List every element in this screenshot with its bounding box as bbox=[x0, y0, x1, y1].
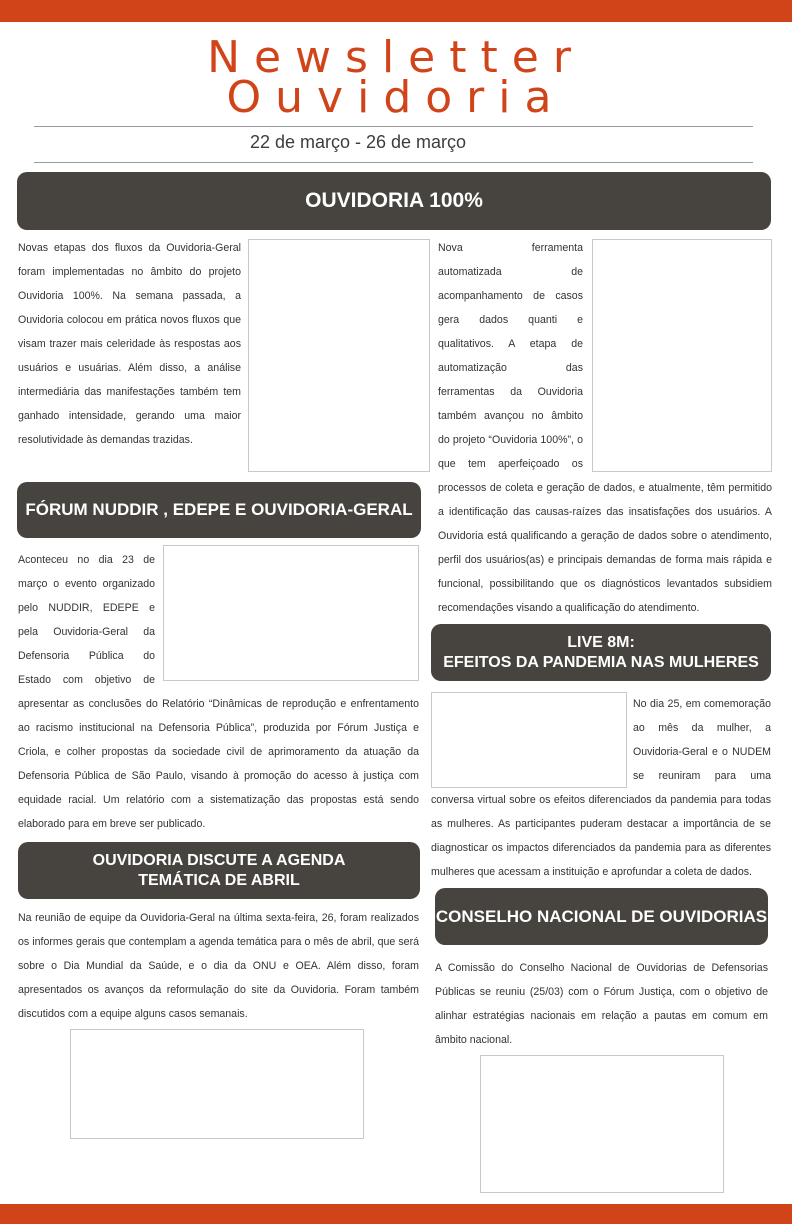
article-text-conselho bbox=[435, 956, 768, 1052]
section-header-ouvidoria-100 bbox=[17, 172, 771, 230]
section-header-live-8m bbox=[431, 624, 771, 681]
section-header-forum bbox=[17, 482, 421, 538]
image-placeholder bbox=[592, 239, 772, 472]
article-paragraph: Aconteceu no dia 23 de março o evento organizado pelo NUDDIR, EDEPE e pela Ouvidoria-Geral da Defensoria Pública do Estado com objetivo de apresentar as conclusões do Relatório “Dinâmicas de reprodução e enfrentamento ao racismo institucional na Defensoria Pública”, produzida por Fórum Justiça e Criola, e colher propostas da sociedade civil de aprimoramento da atuação da Defensoria Pública de São Paulo, visando à promoção do acesso à justiça com equidade racial. Um relatório com a sistematização das propostas está sendo elaborado para em breve ser publicado. bbox=[18, 554, 419, 830]
section-title-line-1: OUVIDORIA DISCUTE A AGENDA bbox=[92, 851, 346, 869]
article-paragraph: Novas etapas dos fluxos da Ouvidoria-Geral foram implementadas no âmbito do projeto Ouvidoria 100%. Na semana passada, a Ouvidoria colocou em prática novos fluxos que visam trazer mais celeridade às respostas aos usuários e usuárias. Além disso, a análise intermediária das manifestações também tem ganhado intensidade, gerando uma maior resolutividade às demandas trazidas. bbox=[18, 242, 241, 446]
image-placeholder bbox=[163, 545, 419, 681]
section-header-agenda bbox=[18, 842, 420, 899]
divider-bottom bbox=[34, 162, 753, 163]
article-text-agenda bbox=[18, 906, 419, 1026]
divider-top bbox=[34, 126, 753, 127]
title-line-1: Newsletter bbox=[207, 32, 585, 83]
section-title-line-2: EFEITOS DA PANDEMIA NAS MULHERES bbox=[443, 653, 759, 671]
date-range: 22 de março - 26 de março bbox=[249, 132, 467, 152]
newsletter-subtitle bbox=[0, 72, 792, 123]
article-paragraph: Na reunião de equipe da Ouvidoria-Geral na última sexta-feira, 26, foram realizados os informes gerais que contemplam a agenda temática para o mês de abril, que será sobre o Dia Mundial da Saúde, e o dia da ONU e OEA. Além disso, foram apresentados os avanços da reformulação do site da Ouvidoria. Foram também discutidos com a equipe alguns casos semanais. bbox=[18, 912, 419, 1020]
section-title-line-1: LIVE 8M: bbox=[567, 633, 635, 651]
image-placeholder bbox=[70, 1029, 364, 1139]
section-header-conselho bbox=[435, 888, 768, 945]
article-paragraph: Nova ferramenta automatizada de acompanhamento de casos gera dados quanti e qualitativos. A etapa de automatização das ferramentas da Ouvidoria também avançou no âmbito do projeto “Ouvidoria 100%”, o que tem aperfeiçoado os processos de coleta e geração de dados, e atualmente, têm permitido a identificação das causas-raízes das insatisfações dos usuários. A Ouvidoria está qualificando a geração de dados sobre o atendimento, perfil dos usuários(as) e principais demandas de forma mais rápida e funcional, possibilitando que os diagnósticos levantados subsidiem recomendações visando a qualificação do atendimento. bbox=[438, 242, 772, 614]
image-placeholder bbox=[480, 1055, 724, 1193]
bottom-accent-bar bbox=[0, 1204, 792, 1224]
title-line-2: Ouvidoria bbox=[226, 72, 566, 123]
image-placeholder bbox=[431, 692, 627, 788]
section-title: FÓRUM NUDDIR , EDEPE E OUVIDORIA-GERAL bbox=[25, 500, 413, 520]
top-accent-bar bbox=[0, 0, 792, 22]
article-text-ouvidoria-100-left bbox=[18, 236, 241, 452]
section-title-line-2: TEMÁTICA DE ABRIL bbox=[138, 871, 300, 889]
article-paragraph: No dia 25, em comemoração ao mês da mulher, a Ouvidoria-Geral e o NUDEM se reuniram para uma conversa virtual sobre os efeitos diferenciados da pandemia para todas as mulheres. As participantes puderam destacar a importância de se diagnosticar os impactos diferenciados da pandemia para as diferentes mulheres que acessam a instituição e aprofundar a coleta de dados. bbox=[431, 698, 771, 878]
section-title: OUVIDORIA 100% bbox=[305, 188, 483, 212]
section-title: CONSELHO NACIONAL DE OUVIDORIAS bbox=[435, 906, 768, 926]
image-placeholder bbox=[248, 239, 430, 472]
article-paragraph: A Comissão do Conselho Nacional de Ouvidorias de Defensorias Públicas se reuniu (25/03) com o Fórum Justiça, com o objetivo de alinhar estratégias nacionais em relação a pautas em comum em âmbito nacional. bbox=[435, 962, 768, 1046]
